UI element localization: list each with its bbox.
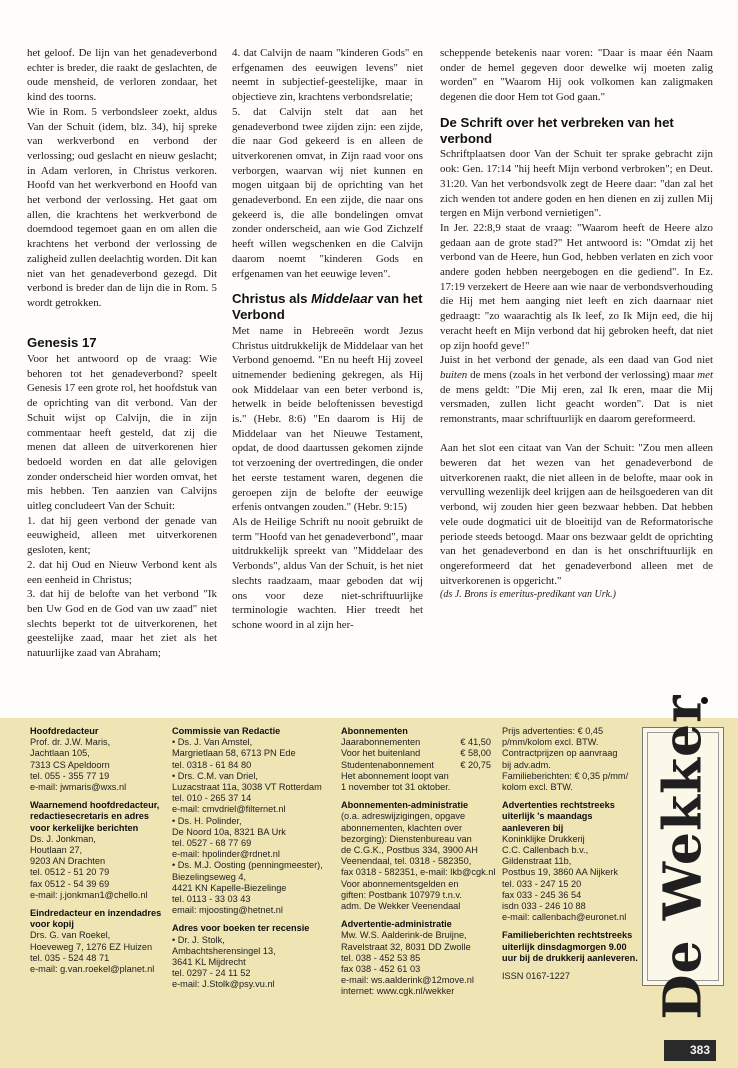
colophon-column-1 [30, 726, 162, 975]
article-column-1 [27, 46, 217, 661]
colophon-heading: Familieberichten rechtstreeks uiterlijk dinsdagmorgen 9.00 uur bij de drukkerij aanleveren. [502, 930, 638, 963]
colophon-column-3 [341, 726, 496, 998]
colophon-line: Veenendaal, tel. 0318 - 582350, [341, 856, 472, 867]
colophon-line: e-mail: hpolinder@rdnet.nl [172, 849, 280, 860]
paragraph: scheppende betekenis naar voren: "Daar is maar één Naam onder de hemel gegeven door dewelke wij moeten zalig worden" en "Waarom Hij ook volkomen kan zaligmaken degenen die door Hem tot God gaan." [440, 47, 713, 104]
list-item: 2. dat hij Oud en Nieuw Verbond kent als een eenheid in Christus; [27, 558, 217, 586]
paragraph: In Jer. 22:8,9 staat de vraag: "Waarom heeft de Heere alzo gedaan aan de grote stad?" Het antwoord is: "Omdat zij het verbond van de Heere, hun God, hebben verlaten en zich voor andere goden hebben neergebogen en die gediend". In Ez. 17:19 verzekert de Heere aan wie naar de verbondsverhouding die Hij met hem aanging niet leeft en zich daarnaar niet gedraagt: "zo waarachtig als Ik leef, zo Ik Mijn eed, die hij veracht heeft en Mijn verbond dat hij gebroken heeft, dat niet op zijn hoofd geve!" [440, 221, 713, 352]
colophon-column-4 [502, 726, 638, 982]
colophon-heading: Commissie van Redactie [172, 726, 281, 736]
colophon-line: e-mail: callenbach@euronet.nl [502, 912, 627, 923]
colophon-line: Ravelstraat 32, 8031 DD Zwolle [341, 941, 471, 952]
colophon-heading: Hoofdredacteur [30, 726, 99, 736]
paragraph: Met name in Hebreeën wordt Jezus Christus uitdrukkelijk de Middelaar van het Verbond genoemd. "En nu heeft Hij zoveel uitnemender bediening gekregen, als Hij ook Middelaar van een beter verbond is, hetwelk in beide beloftenissen bevestigd is." (Hebr. 8:6) "En daarom is Hij de Middelaar van het Nieuwe Testament, opdat, de dood daartussen gekomen zijnde tot verzoening der overtredingen, die onder het eerste testament waren, degenen die geroepen zijn de belofte der eeuwige erfenis ontvangen zouden." (Hebr. 9:15) [232, 324, 423, 514]
colophon-line: tel. 033 - 247 15 20 [502, 878, 582, 889]
price-label: Jaarabonnementen [341, 737, 421, 748]
colophon-line: bij adv.adm. [502, 759, 551, 770]
price-row [341, 760, 491, 771]
masthead-title: De Wekker [652, 693, 714, 1020]
paragraph: Aan het slot een citaat van Van der Schuit: "Zou men alleen beweren dat het wezen van het genadeverbond de uitverkorenen raakt, die niet alleen in de belofte, maar ook in vervulling wezenlijk deel krijgen aan de heilsgoederen van dit verbond, wij zouden hier geen bezwaar hebben. Dat hebben vele oude dogmatici uit de bloeitijd van de Reformatorische periode steeds betoogd. Maar ons bezwaar geldt de oprichting van het genadeverbond en dan is het onschriftuurlijk en ongereformeerd dat het genadeverbond alleen met de uitverkorenen is opgericht." [440, 442, 713, 587]
colophon-line: fax 038 - 452 61 03 [341, 964, 421, 975]
colophon [0, 693, 738, 1068]
colophon-line: Prof. dr. J.W. Maris, [30, 737, 111, 748]
price-label: Studentenabonnement [341, 759, 434, 770]
colophon-line: Gildenstraat 11b, [502, 856, 572, 867]
colophon-line: Jachtlaan 105, [30, 748, 90, 759]
colophon-line: fax 0318 - 582351, e-mail: lkb@cgk.nl [341, 867, 496, 878]
paragraph: Wie in Rom. 5 verbondsleer zoekt, aldus Van der Schuit (idem, blz. 34), hij spreke van werkverbond en verbond der verlossing; oud geslacht en nieuw geslacht; in Adam verloren, in Christus verkoren. Hoofd van het werkverbond en Hoofd van het verbond der verlossing. Het gaat om allen, die krachtens het werkverbond de doemdood tegemoet gaan en om allen die krachtens het verbond der verlossing de zaligheid zullen deelachtig worden. Dit kan niet van het genadeverbond gezegd. Dit verbond is breder dan de lijn die in Rom. 5 wordt getrokken. [27, 105, 217, 309]
colophon-line: abonnementen, klachten over [341, 822, 463, 833]
colophon-line: fax 0512 - 54 39 69 [30, 878, 110, 889]
section-heading-middelaar: Christus als Middelaar van het Verbond [232, 291, 423, 323]
colophon-line: isdn 033 - 246 10 88 [502, 901, 586, 912]
article-column-2 [232, 46, 423, 633]
colophon-line: Contractprijzen op aanvraag [502, 748, 618, 759]
price-label: Voor het buitenland [341, 748, 421, 759]
colophon-line: • Drs. C.M. van Driel, [172, 770, 258, 781]
colophon-column-2 [172, 726, 330, 991]
price-value: € 58,00 [460, 748, 491, 759]
colophon-line: tel. 0297 - 24 11 52 [172, 968, 251, 979]
colophon-line: e-mail: jwmaris@wxs.nl [30, 782, 127, 793]
colophon-line: e-mail: j.jonkman1@chello.nl [30, 889, 148, 900]
colophon-line: email: mjoosting@hetnet.nl [172, 905, 283, 916]
paragraph: Schriftplaatsen door Van der Schuit ter sprake gebracht zijn ook: Gen. 17:14 "hij heeft Mijn verbond verbroken"; en Deut. 31:20. Van het verbondsvolk zegt de Heere daar: "dan zal het zich wenden tot andere goden en hen dienen en zij zullen Mij tergen en Mijn verbond vernietigen". [440, 148, 713, 220]
colophon-line: p/mm/kolom excl. BTW. [502, 737, 599, 748]
colophon-line: Hoeveweg 7, 1276 EZ Huizen [30, 941, 153, 952]
colophon-line: C.C. Callenbach b.v., [502, 845, 589, 856]
colophon-line: Houtlaan 27, [30, 845, 83, 856]
colophon-line: tel. 035 - 524 48 71 [30, 952, 110, 963]
colophon-line: De Noord 10a, 8321 BA Urk [172, 826, 286, 837]
colophon-line: Voor abonnementsgelden en [341, 878, 459, 889]
colophon-line: giften: Postbank 107979 t.n.v. [341, 889, 462, 900]
colophon-line: Familieberichten: € 0,35 p/mm/ [502, 770, 629, 781]
colophon-line: bezorging): Dienstenbureau van [341, 833, 472, 844]
colophon-line: Biezelingseweg 4, [172, 871, 247, 882]
list-item: 4. dat Calvijn de naam "kinderen Gods" en erfgenamen des eeuwigen levens" niet neemt in subjectief-geestelijke, maar in objectieve zin, krachtens verbondsrelatie; [232, 47, 423, 104]
price-row [341, 748, 491, 759]
colophon-line: Mw. W.S. Aalderink-de Bruijne, [341, 930, 467, 941]
colophon-line: tel. 0512 - 51 20 79 [30, 867, 110, 878]
issn: ISSN 0167-1227 [502, 971, 570, 982]
paragraph: Voor het antwoord op de vraag: Wie behoren tot het genadeverbond? speelt Genesis 17 een grote rol, het hoofdstuk van de oprichting van dit verbond. Van der Schuit wijst op Calvijn, die in zijn commentaar heeft gesteld, dat zij die menen dat alleen de uitverkorenen hier bedoeld worden en dat alle gelovigen zonder onderscheid hier worden omvat, het mis hebben. Ten aanzien van Calvijns uitleg concludeert Van der Schuit: [27, 353, 217, 513]
paragraph: Juist in het verbond der genade, als een daad van God niet buiten de mens (zoals in het verbond der verlossing) maar met de mens geldt: "Die Mij eren, zal Ik eren, maar die Mij versmaden, zullen licht geacht worden". Dat is niet remonstrants, maar schriftuurlijk en daarom gereformeerd. [440, 354, 713, 426]
colophon-line: e-mail: ws.aalderink@12move.nl [341, 975, 474, 986]
colophon-line: Het abonnement loopt van [341, 770, 449, 781]
colophon-line: Drs. G. van Roekel, [30, 930, 111, 941]
colophon-line: adm. De Wekker Veenendaal [341, 901, 461, 912]
colophon-line: tel. 010 - 265 37 14 [172, 793, 252, 804]
colophon-line: Ds. J. Jonkman, [30, 833, 96, 844]
colophon-line: 4421 KN Kapelle-Biezelinge [172, 882, 287, 893]
colophon-heading: Abonnementen [341, 726, 408, 736]
colophon-line: Luzacstraat 11a, 3038 VT Rotterdam [172, 782, 322, 793]
colophon-heading: Abonnementen-administratie [341, 800, 469, 811]
colophon-line: • Ds. H. Polinder, [172, 815, 242, 826]
colophon-line: internet: www.cgk.nl/wekker [341, 986, 455, 997]
colophon-line: • Ds. M.J. Oosting (penningmeester), [172, 860, 323, 871]
price-value: € 20,75 [460, 759, 491, 770]
colophon-line: fax 033 - 245 36 54 [502, 889, 582, 900]
colophon-line: Prijs advertenties: € 0,45 [502, 726, 604, 736]
colophon-line: (o.a. adreswijzigingen, opgave [341, 811, 466, 822]
colophon-line: de C.G.K., Postbus 334, 3900 AH [341, 845, 478, 856]
list-item: 5. dat Calvijn stelt dat aan het genadeverbond twee zijden zijn: een zijde, die naar God gekeerd is en alleen de uitverkorenen omvat, in Zijn raad voor ons verborgen, waarvan wij niet kunnen en mogen uitgaan bij de oprichting van het genadeverbond. En een zijde, die naar ons gekeerd is, die alle bondelingen omvat zonder onderscheid, aan wie God Zichzelf heeft willen wegschenken en die Calvijn daarom noemt "kinderen Gods en erfgenamen van het eeuwige leven". [232, 105, 423, 280]
colophon-line: Koninklijke Drukkerij [502, 833, 585, 844]
colophon-line: kolom excl. BTW. [502, 782, 573, 793]
article-column-3 [440, 46, 713, 706]
colophon-line: 3641 KL Mijdrecht [172, 957, 246, 968]
list-item: 3. dat hij de belofte van het verbond "Ik ben Uw God en de God van uw zaad" niet slechts beperkt tot de uitverkorenen, het geestelijke zaad, maar het ziet als het natuurlijke zaad van Abraham; [27, 588, 217, 660]
colophon-heading: Waarnemend hoofdredacteur, redactiesecretaris en adres voor kerkelijke berichten [30, 800, 160, 833]
colophon-line: Margrietlaan 58, 6713 PN Ede [172, 748, 296, 759]
colophon-line: Ambachtsherensingel 13, [172, 945, 276, 956]
colophon-heading: Eindredacteur en inzendadres voor kopij [30, 908, 162, 930]
price-row [341, 737, 491, 748]
colophon-heading: Advertentie-administratie [341, 919, 452, 930]
colophon-line: e-mail: J.Stolk@psy.vu.nl [172, 979, 275, 990]
colophon-line: • Ds. J. Van Amstel, [172, 737, 253, 748]
colophon-line: tel. 055 - 355 77 19 [30, 770, 110, 781]
colophon-heading: Advertenties rechtstreeks uiterlijk 's maandags aanleveren bij [502, 800, 615, 833]
price-value: € 41,50 [460, 737, 491, 748]
colophon-line: tel. 0527 - 68 77 69 [172, 838, 252, 849]
colophon-heading: Adres voor boeken ter recensie [172, 923, 310, 934]
section-heading-genesis: Genesis 17 [27, 335, 97, 351]
list-item: 1. dat hij geen verbond der genade van eeuwigheid, alleen met uitverkorenen gesloten, kent; [27, 514, 217, 557]
colophon-line: 9203 AN Drachten [30, 856, 106, 867]
author-credit: (ds J. Brons is emeritus-predikant van Urk.) [440, 589, 616, 601]
colophon-line: e-mail: g.van.roekel@planet.nl [30, 964, 155, 975]
colophon-line: 7313 CS Apeldoorn [30, 759, 110, 770]
colophon-line: 1 november tot 31 oktober. [341, 782, 451, 793]
masthead-logo [642, 693, 724, 1020]
colophon-line: • Dr. J. Stolk, [172, 934, 225, 945]
colophon-line: Postbus 19, 3860 AA Nijkerk [502, 867, 618, 878]
colophon-line: e-mail: cmvdriel@filternet.nl [172, 804, 286, 815]
colophon-line: tel. 0113 - 33 03 43 [172, 894, 251, 905]
section-heading-schrift: De Schrift over het verbreken van het verbond [440, 114, 674, 146]
paragraph: het geloof. De lijn van het genadeverbond echter is breder, die raakt de geslachten, de oude mensheid, de verloren zondaar, het kind des toorns. [27, 47, 217, 104]
colophon-line: tel. 038 - 452 53 85 [341, 952, 421, 963]
paragraph: Als de Heilige Schrift nu nooit gebruikt de term "Hoofd van het genadeverbond", maar uitdrukkelijk spreekt van "Middelaar des Verbonds", aldus Van der Schuit, is het niet slechts raadzaam, maar geboden dat wij ons voor deze niet-schriftuurlijke terminologie wachten. Hier treedt het schone woord in al zijn her- [232, 515, 423, 631]
colophon-line: tel. 0318 - 61 84 80 [172, 759, 252, 770]
page-number: 383 [664, 1040, 716, 1061]
